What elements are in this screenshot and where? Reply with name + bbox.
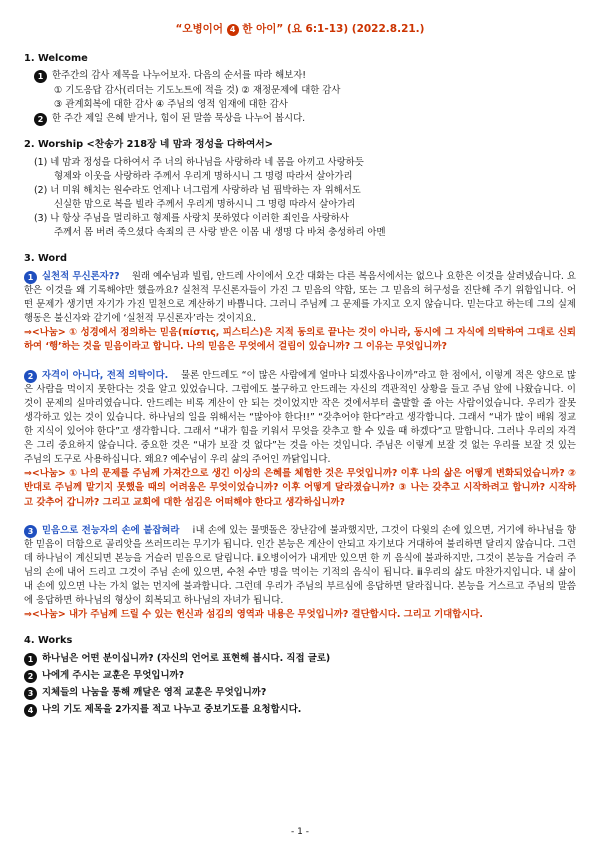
works-item-3 xyxy=(24,686,576,700)
hymn-verse-2b: 신실한 맘으로 복을 빌라 주께서 우리게 명하시니 그 명령 따라서 살아가리 xyxy=(54,198,356,210)
word-point-1-share: ⇒<나눔> ① 성경에서 정의하는 믿음(πίστις, 피스티스)은 지적 동의로 끝나는 것이 아니라, 동시에 그 자식에 의탁하여 그대로 신뢰하여 ‘행’하는 것을 믿음이라고 합니다. 나의 믿음은 무엇에서 걸림이 있습니까? 그 이유는 무엇입니까? xyxy=(24,327,576,353)
word-point-3-title: 믿음으로 전능자의 손에 붙잡혀라 xyxy=(42,524,180,536)
welcome-item-2-text: 한 주간 제일 은혜 받거나, 힘이 된 말씀 묵상을 나누어 봅시다. xyxy=(52,112,306,124)
works-item-2-text: 나에게 주시는 교훈은 무엇입니까? xyxy=(42,670,185,682)
word-heading: 3. Word xyxy=(24,253,67,265)
worship-heading: 2. Worship <찬송가 218장 네 맘과 정성을 다하여서> xyxy=(24,138,273,150)
number-bullet: 2 xyxy=(24,670,37,683)
number-bullet: 3 xyxy=(24,687,37,700)
hymn-verse-2a: (2) 너 미워 해치는 원수라도 언제나 너그럽게 사랑하라 넘 핍박하는 자 위해서도 xyxy=(34,184,361,196)
works-heading: 4. Works xyxy=(24,635,73,647)
works-item-2 xyxy=(24,669,576,683)
number-bullet: 3 xyxy=(24,525,37,538)
number-bullet: 1 xyxy=(24,653,37,666)
number-bullet: 1 xyxy=(34,70,47,83)
word-point-2-title: 자격이 아니다, 전적 의탁이다. xyxy=(42,369,169,381)
welcome-item-1-text: 한주간의 감사 제목을 나누어보자. 다음의 순서를 따라 해보자! xyxy=(52,70,307,82)
works-item-3-text: 지체들의 나눔을 통해 깨달은 영적 교훈은 무엇입니까? xyxy=(42,687,267,699)
word-point-2-share: ⇒<나눔> ① 나의 문제를 주님께 가져간으로 생긴 이상의 은혜를 체험한 것은 무엇입니까? 이후 나의 삶은 어떻게 변화되었습니까? ② 반대로 주님께 맡기지 못했을 때의 어려움은 무엇이었습니까? 이후 어떻게 달라졌습니까? ③ 나는 갖추고 시작하려고 합니까? 시작하고 갖추어 갑니까? 그리고 교회에 대한 섬김은 어떠해야 한다고 생각하십니까? xyxy=(24,468,576,508)
hymn-verse-3b: 주께서 몸 버려 죽으셨다 속죄의 큰 사랑 받은 이몸 내 생명 다 바쳐 충성하리 아멘 xyxy=(54,227,386,239)
works-item-1 xyxy=(24,652,576,666)
welcome-item-1 xyxy=(24,69,576,83)
welcome-heading: 1. Welcome xyxy=(24,52,88,64)
welcome-sub-1: ① 기도응답 감사(리더는 기도노트에 적을 것) ② 재정문제에 대한 감사 xyxy=(54,84,341,96)
welcome-item-2 xyxy=(24,112,576,126)
works-item-4-text: 나의 기도 제목을 2가지를 적고 나누고 중보기도를 요청합시다. xyxy=(42,704,302,716)
word-point-1-title: 실천적 무신론자?? xyxy=(42,270,120,282)
word-point-2 xyxy=(24,369,576,468)
hymn-verse-1a: (1) 네 맘과 정성을 다하여서 주 너의 하나님을 사랑하라 네 몸을 아끼고 사랑하듯 xyxy=(34,156,364,168)
word-point-1-text: 원래 예수님과 빌립, 안드레 사이에서 오간 대화는 다른 복음서에서는 없으나 요한은 이것을 살려냈습니다. 요한은 이것을 왜 기록해야만 했을까요? 실천적 무신론자들이 가진 그 믿음의 약함, 또는 그 믿음의 허구성을 진단해 주기 위함입니다. 어떤 문제가 생기면 자기가 가진 밑천으로 계산하기 바쁩니다. 그러니 주님께 그 문제를 가지고 오지 않습니다. 믿는다고 하는데 그의 실제 행동은 불신자와 같기에 ‘실천적 무신론자’라는 것이지요. xyxy=(24,270,577,325)
title-suffix: 한 아이” (요 6:1-13) (2022.8.21.) xyxy=(238,23,425,35)
word-point-3-share: ⇒<나눔> 내가 주님께 드릴 수 있는 헌신과 섬김의 영역과 내용은 무엇입니까? 결단합시다. 그리고 기대합시다. xyxy=(24,609,483,621)
number-bullet: 2 xyxy=(34,113,47,126)
title-number-badge: 4 xyxy=(227,24,239,36)
word-section xyxy=(24,252,576,622)
works-item-1-text: 하나님은 어떤 분이십니까? (자신의 언어로 표현해 봅시다. 직접 글로) xyxy=(42,653,331,665)
number-bullet: 2 xyxy=(24,370,37,383)
number-bullet: 1 xyxy=(24,271,37,284)
welcome-section xyxy=(24,52,576,126)
number-bullet: 4 xyxy=(24,704,37,717)
worship-section xyxy=(24,138,576,240)
title-prefix: “오병이어 xyxy=(175,23,227,35)
word-point-1 xyxy=(24,270,576,326)
hymn-verse-3a: (3) 나 항상 주님을 멀리하고 형제를 사랑치 못하였다 이러한 죄인을 사랑하사 xyxy=(34,213,349,224)
word-point-3-text: ⅰ내 손에 있는 물맷돌은 장난감에 불과했지만, 그것이 다윗의 손에 있으면, 거기에 하나님을 향한 믿음이 더함으로 골리앗을 쓰러뜨리는 무기가 됩니다. 인간 본능은 계산이 안되고 자기보다 거대하여 불리하면 달리지 않습니다. 그런데 하나님이 계신되면 본능을 거슬러 믿음으로 달립니다. ⅱ오병이어가 내게만 있으면 한 끼 음식에 불과하지만, 그것이 본능을 거슬러 주님의 손에 내어 드리고 그것이 주님 손에 있으면, 수천 수만 명을 먹이는 기적의 음식이 됩니다. ⅲ우리의 삶도 마찬가지입니다. 내 삶이 내 손에 있으면 나는 가치 없는 먼지에 불과합니다. 그런데 우리가 주님의 부르심에 응답하면 달라집니다. 본능을 거스르고 주님의 말씀에 응답하면 하나님의 형상이 회복되고 하나님의 자녀가 됩니다. xyxy=(24,524,576,607)
word-point-3 xyxy=(24,524,576,609)
works-section xyxy=(24,634,576,717)
word-point-2-text: 물론 안드레도 “이 많은 사람에게 얼마나 되겠사옵나이까”라고 한 점에서, 이렇게 적은 양으로 많은 사람을 먹이지 못한다는 것을 알고 있었습니다. 그럼에도 불구하고 안드레는 자신의 객관적인 상황을 들고 주님 앞에 나왔습니다. 이것이 문제의 실마리였습니다. 안드레는 비록 계산이 안 되는 것이었지만 작은 것에서부터 출발할 줄 아는 사람이었습니다. 우리가 잘못 생각하고 있는 것이 있습니다. 하나님의 일을 위해서는 “많아야 한다!!” “갖추어야 한다”라고 생각합니다. 그래서 “내가 많이 배워 정교한 지식이 있어야 한다”고 생각합니다. 그래서 “내가 힘을 키워서 무엇을 갖추고 할 수 있을 때 하겠다”고 말합니다. 그러나 우리의 자격은 그리 중요하지 않습니다. 중요한 것은 “내가 보잘 것 없다”는 것을 아는 것입니다. 주님은 이렇게 보잘 것 없는 우리를 보잘 것 있는 주님의 도구로 사용하십니다. 왜요? 예수님이 우리 삶의 주어인 까닭입니다. xyxy=(24,369,576,466)
works-item-4 xyxy=(24,703,576,717)
page-number: - 1 - xyxy=(291,826,309,837)
hymn-verse-1b: 형제와 이웃을 사랑하라 주께서 우리게 명하시니 그 명령 따라서 살아가리 xyxy=(54,170,353,182)
page-title xyxy=(24,22,576,38)
welcome-sub-2: ③ 관계회복에 대한 감사 ④ 주님의 영적 임재에 대한 감사 xyxy=(54,98,288,110)
